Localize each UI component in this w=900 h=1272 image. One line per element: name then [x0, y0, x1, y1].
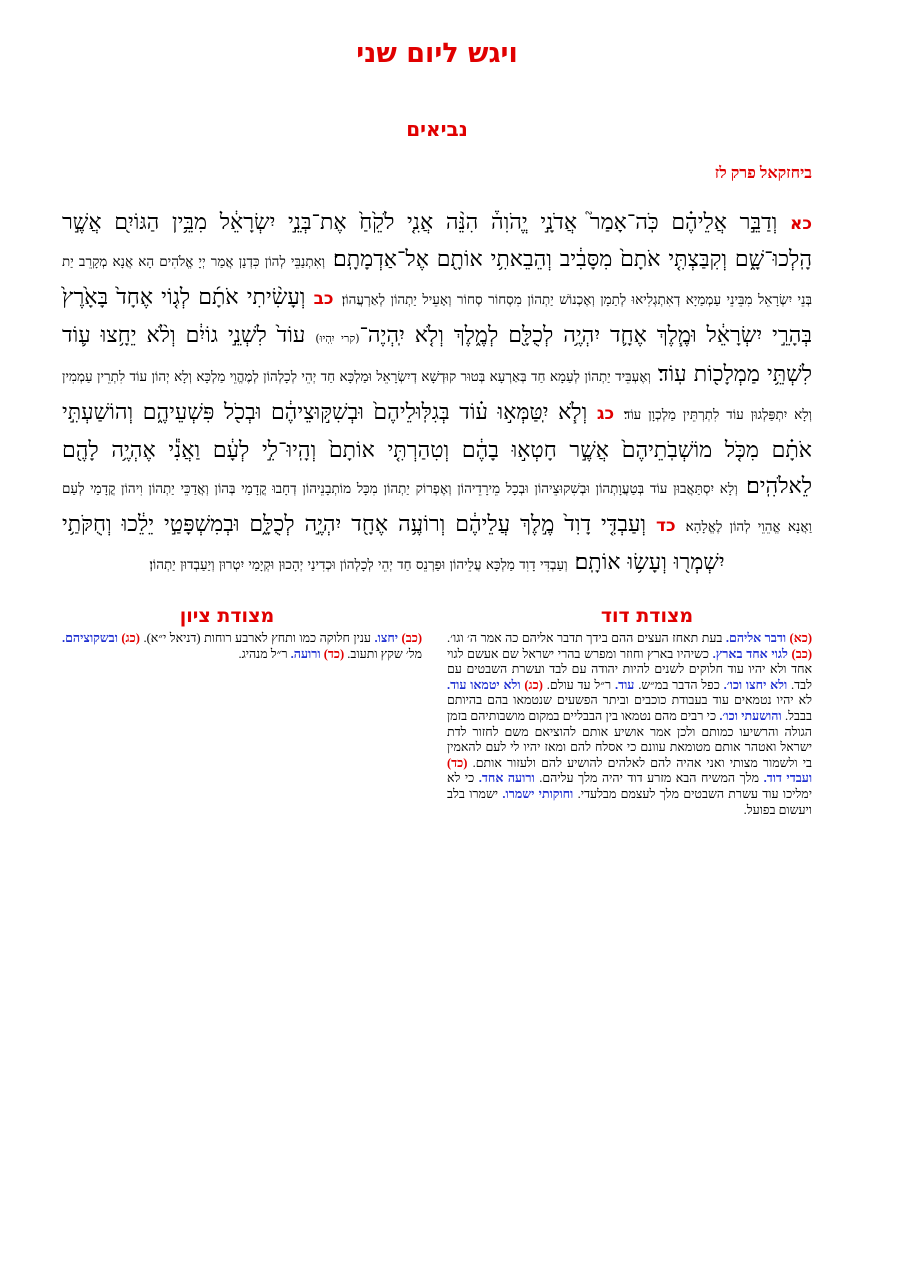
commentary-headword: ועבדי דוד. — [763, 771, 813, 786]
commentary-headword: עוד. — [614, 677, 635, 692]
page — [62, 0, 813, 817]
commentary-verse-ref: (כג) — [524, 677, 543, 692]
verse-number: כא — [789, 214, 812, 234]
verse-number: כג — [596, 404, 615, 424]
commentary-title-metzudat-david: מצודת דוד — [600, 605, 694, 627]
commentary-verse-ref: (כא) — [789, 631, 812, 645]
commentary-text: ר״ל מנהיג. — [238, 646, 291, 661]
targum-text: וְעַבְדִּי דָוִד מַלְכָּא עֲלֵיהוֹן וּפַרְנֵס חַד יְהֵי לְכָלְהוֹן וּכְדִינַי יְהָכוּן וּקְיָמַי יִטְרוּן וְיַעַבְדוּן יַתְהוֹן׃ — [149, 557, 568, 573]
scripture-text — [62, 205, 812, 583]
targum-text: וְלָא יִסְתַּאֲבוּן עוֹד בְּטַעֲוָתְהוֹן וּבְשִׁקוּצֵיהוֹן וּבְכָל מֵירָדֵיהוֹן וְאֶפְרוֹק יַתְהוֹן מִכָּל מוֹתְבָנֵיהוֹן דְחָבוּ קֳדָמַי בְּהוֹן וְאֲדַכֵּי יַתְהוֹן וִיהוֹן קֳדָמַי לְעַם וַאֲנָא אֱהֵוֵי לְהוֹן לֶאֱלָהָא׃ — [62, 481, 812, 535]
commentary-text: לא יהיו נטמאים עוד בעבודת כוכבים וביתר הפשעים שנטמאו בהם בהיותם בבבל. — [447, 693, 813, 723]
commentary-headword: ולא יטמאו עוד. — [447, 677, 521, 692]
verse-text: וְעָשִׂ֨יתִי אֹתָ֜ם לְג֤וֹי אֶחָד֙ בָּאָ֙רֶץ֙ בְּהָרֵ֣י יִשְׂרָאֵ֔ל וּמֶ֧לֶךְ אֶחָ֛ד יִהְיֶ֥ה לְכֻלָּ֖ם לְמֶ֑לֶךְ וְלֹ֤א יִֽהְיֶה־ — [62, 285, 812, 348]
verse-text: וְלֹ֧א יִֽטַּמְּא֣וּ ע֗וֹד בְּגִלּֽוּלֵיהֶם֙ וּבְשִׁקּ֣וּצֵיהֶ֔ם וּבְכֹ֖ל פִּשְׁעֵיהֶ֑ם וְהוֹשַׁעְתִּ֣י אֹתָ֗ם מִכֹּ֤ל מוֹשְׁבֹֽתֵיהֶם֙ אֲשֶׁ֣ר חָטְא֣וּ בָהֶ֔ם וְטִהַרְתִּ֤י אוֹתָם֙ וְהָֽיוּ־לִ֣י לְעָ֔ם וַאֲנִ֕י אֶהְיֶ֥ה לָהֶ֖ם לֵאלֹהִֽים׃ — [62, 400, 812, 499]
commentary-text: בעת תאחז העצים ההם בידך תדבר אליהם כה אמר ה׳ וגו׳. — [447, 631, 726, 645]
commentary-verse-ref: (כג) — [121, 631, 140, 645]
commentary-headword: וחוקותי ישמרו. — [502, 786, 574, 801]
verse-text: עוֹד֙ לִשְׁנֵ֣י גוֹיִ֔ם וְלֹ֨א יֵחָ֥צוּ ע֛וֹד לִשְׁתֵּ֥י מַמְלָכ֖וֹת עֽוֹד׃ — [62, 323, 812, 387]
verse-text: וְעַבְדִּ֤י דָוִד֙ מֶ֣לֶךְ עֲלֵיהֶ֔ם וְרוֹעֶ֥ה אֶחָ֖ד יִהְיֶ֣ה לְכֻלָּ֑ם וּבְמִשְׁפָּטַ֣י יֵלֵ֔כוּ וְחֻקֹּתַ֥י יִשְׁמְר֖וּ וְעָשׂ֥וּ אוֹתָֽם׃ — [62, 512, 725, 575]
commentary-headword: והושעתי וכו׳. — [719, 708, 782, 723]
commentary-text: כשיהיו בארץ וחוזר ומפרש בהרי ישראל שם אעשם לגוי אחד ולא יהיו עוד חלוקים לשנים להיות יהודה עם לבד ועשרת השבטים עם לבד. — [447, 646, 813, 692]
commentary-text: מל׳ שקץ ותעוב. — [347, 646, 422, 661]
commentary-verse-ref: (כד) — [323, 646, 345, 661]
chapter-title: ביחזקאל פרק לז — [714, 165, 812, 182]
commentary-text: מלך המשיח הבא מזרע דוד יהיה מלך עליהם. — [539, 771, 764, 786]
section-title: נביאים — [406, 117, 468, 141]
commentary-text: כי לא ימליכו עוד עשרת השבטים מלך לעצמם מבלעדי. — [447, 771, 812, 801]
verse-number: כב — [313, 289, 334, 309]
commentary-column-david — [447, 631, 812, 818]
commentary-verse-ref: (כב) — [791, 646, 812, 661]
page-title: ויגש ליום שני — [356, 38, 518, 69]
commentary-text: ענין חלוקה כמו ותחץ לארבע רוחות (דניאל י״א). — [143, 631, 375, 645]
commentary-headword: לגוי אחד בארץ. — [712, 646, 788, 661]
commentary-headword: ולא יחצו וכו׳. — [723, 677, 788, 692]
commentary-text: כי רבים מהם נטמאו בין הבבליים במקום מושבותיהם בזמן הגולה והרשיעו כמותם ולכן אמר אושיע אותם להוציאם משם לחזור לדת ישראל ואטהר אותם מטומאת עוונם כי אסלח להם ומאז יהיו לי לעם להאמין בי ולשמור מצותי ואני אהיה להם לאלהים להושיע להם ולעזור אותם. — [447, 708, 812, 770]
targum-text: וְאִתְנַבֵּי לְהוֹן כִּדְנַן אֲמַר יְיָ אֱלֹהִים הָא אֲנָא מְקָרֵב יַת בְּנֵי יִשְׂרָאֵל מִבֵּינֵי עַמְמַיָא דְאִתְגְלִיאוּ לְתַמָן וְאֶכְנוֹשׁ יַתְהוֹן מִסְחוֹר סְחוֹר וְאָעֵיל יַתְהוֹן לְאַרְעֲהוֹן׃ — [62, 254, 812, 308]
commentary-text: ר״ל עד עולם. — [546, 677, 615, 692]
qere-note: (קרי יִֽהְיוּ) — [315, 332, 360, 345]
targum-text: וְאֶעְבֵּיד יַתְהוֹן לְעַמָא חַד בְּאַרְעָא בְּטוּר קוּדְשָׁא דְיִשְׂרָאֵל וּמַלְכָּא חַד יְהֵי לְכָלְהוֹן לְמֶהֱוֵי מַלְכָּא וְלָא יְהוֹן עוֹד לִתְרֵין עַמְמִין וְלָא יִתְפַּלְגוּן עוֹד לִתְרְתֵּין מַלְכְוָן עוֹד׃ — [62, 369, 813, 423]
commentary-headword: ורועה. — [290, 646, 321, 661]
commentary-headword: יחצו. — [374, 631, 399, 645]
commentary-headers — [62, 605, 812, 631]
commentary-text: ישמרו בלב ויעשום בפועל. — [447, 786, 812, 817]
commentary-text: כפל הדבר במ״ש. — [638, 677, 724, 692]
commentary-verse-ref: (כב) — [401, 631, 423, 645]
commentary-headword: ובשקוציהם. — [62, 631, 118, 645]
commentary-verse-ref: (כד) — [447, 755, 468, 770]
commentary-headword: ודבר אליהם. — [725, 631, 787, 645]
verse-text: וְדַבֵּ֣ר אֲלֵיהֶ֗ם כֹּֽה־אָמַר֮ אֲדֹנָ֣י יֱהֹוִה֒ הִנֵּ֨ה אֲנִ֤י לֹקֵ֙חַ֙ אֶת־בְּנֵ֣י יִשְׂרָאֵ֔ל מִבֵּ֥ין הַגּוֹיִ֖ם אֲשֶׁ֣ר הָֽלְכוּ־שָׁ֑ם וְקִבַּצְתִּ֤י אֹתָם֙ מִסָּבִ֔יב וְהֵבֵאתִ֥י אוֹתָ֖ם אֶל־אַדְמָתָֽם׃ — [62, 210, 812, 272]
verse-number: כד — [656, 516, 676, 536]
commentary-title-metzudat-zion: מצודת ציון — [179, 605, 275, 627]
commentary-headword: ורועה אחד. — [478, 771, 535, 786]
commentary-column-zion — [62, 631, 422, 662]
